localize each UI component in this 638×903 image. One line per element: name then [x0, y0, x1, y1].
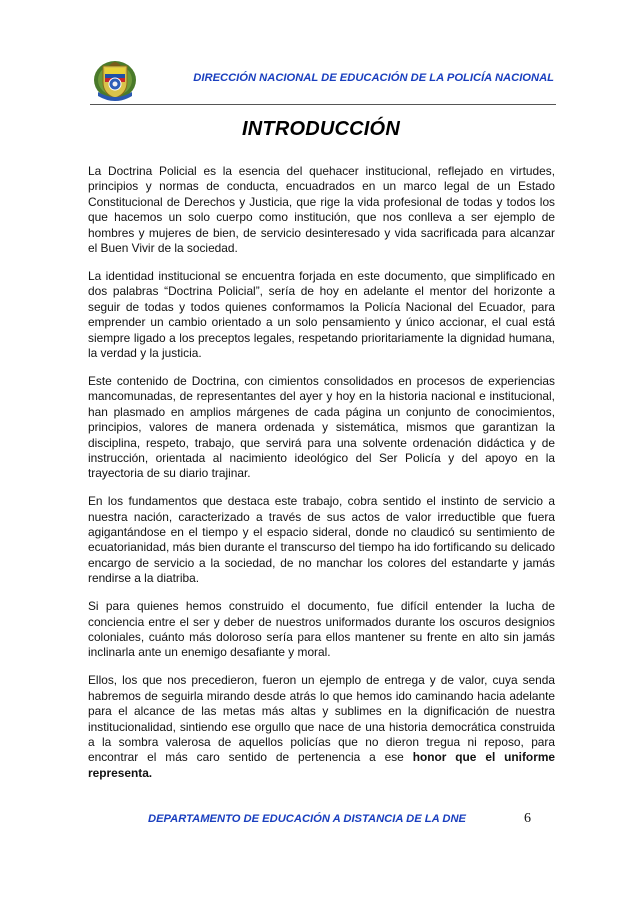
paragraph-6	[88, 673, 555, 781]
page-footer	[148, 813, 548, 831]
paragraph-6-bold: honor que el uniforme representa.	[88, 750, 556, 780]
paragraph-6-text: Ellos, los que nos precedieron, fueron un ejemplo de entrega y de valor, cuya senda habremos de seguirla mirando desde atrás lo que hemos ido caminando hacia adelante para el alcance de las metas más altas y sublimes en la dignificación de nuestra institucionalidad, sintiendo ese orgullo que nace de una historia democrática construida a la sombra valerosa de aquellos policías que no dieron tregua ni reposo, para encontrar el más caro sentido de pertenencia a ese	[88, 673, 555, 765]
page-header	[88, 56, 554, 106]
footer-department: DEPARTAMENTO DE EDUCACIÓN A DISTANCIA DE LA DNE	[148, 813, 467, 825]
page-number: 6	[524, 811, 531, 826]
paragraph-4: En los fundamentos que destaca este trabajo, cobra sentido el instinto de servicio a nuestra nación, caracterizado a través de sus actos de valor irreductible que fuera agigantándose en el tiempo y el espacio sideral, donde no claudicó su sentimiento de ecuatorianidad, más bien durante el transcurso del tiempo ha ido fortificando su delicado encargo de servicio a la sociedad, de no manchar los colores del estandarte y jamás rendirse a la diatriba.	[88, 494, 555, 586]
paragraph-2: La identidad institucional se encuentra forjada en este documento, que simplificado en dos palabras “Doctrina Policial”, sería de hoy en adelante el mentor del horizonte a seguir de todas y todos quienes conformamos la Policía Nacional del Ecuador, para emprender un cambio orientado a un solo pensamiento y único accionar, el cual está siempre ligado a los preceptos legales, respetando prioritariamente la dignidad humana, la verdad y la justicia.	[88, 268, 555, 360]
paragraph-1: La Doctrina Policial es la esencia del quehacer institucional, reflejado en virtudes, principios y normas de conducta, encuadrados en un marco legal de un Estado Constitucional de Derechos y Justicia, que rige la vida profesional de todas y todos los que hacemos un solo cuerpo como institución, que nos conlleva a ser ejemplo de hombres y mujeres de bien, de servicio desinteresado y vida sacrificada para alcanzar el Buen Vivir de la sociedad.	[88, 164, 555, 256]
paragraph-3: Este contenido de Doctrina, con cimientos consolidados en procesos de experiencias mancomunadas, de representantes del ayer y hoy en la historia nacional e institucional, han plasmado en amplios márgenes de cada página un conjunto de conocimientos, principios, valores de manera ordenada y sistemática, mismos que garantizan la disciplina, respeto, trabajo, que servirá para una solvente ordenación didáctica y de instrucción, orientada al nacimiento ideológico del Ser Policía y del apoyo en la trayectoria de su diario trajinar.	[88, 373, 555, 481]
header-title: DIRECCIÓN NACIONAL DE EDUCACIÓN DE LA POLICÍA NACIONAL	[193, 72, 554, 84]
header-divider	[90, 104, 556, 105]
document-body	[88, 164, 555, 794]
paragraph-5: Si para quienes hemos construido el documento, fue difícil entender la lucha de conciencia entre el ser y deber de nuestros uniformados durante los oscuros designios coloniales, cuánto más doloroso sería para ellos mantener su frente en alto sin jamás inclinarla ante un enemigo desafiante y moral.	[88, 599, 555, 660]
police-emblem-icon	[92, 56, 138, 102]
page-title: INTRODUCCIÓN	[242, 118, 400, 140]
